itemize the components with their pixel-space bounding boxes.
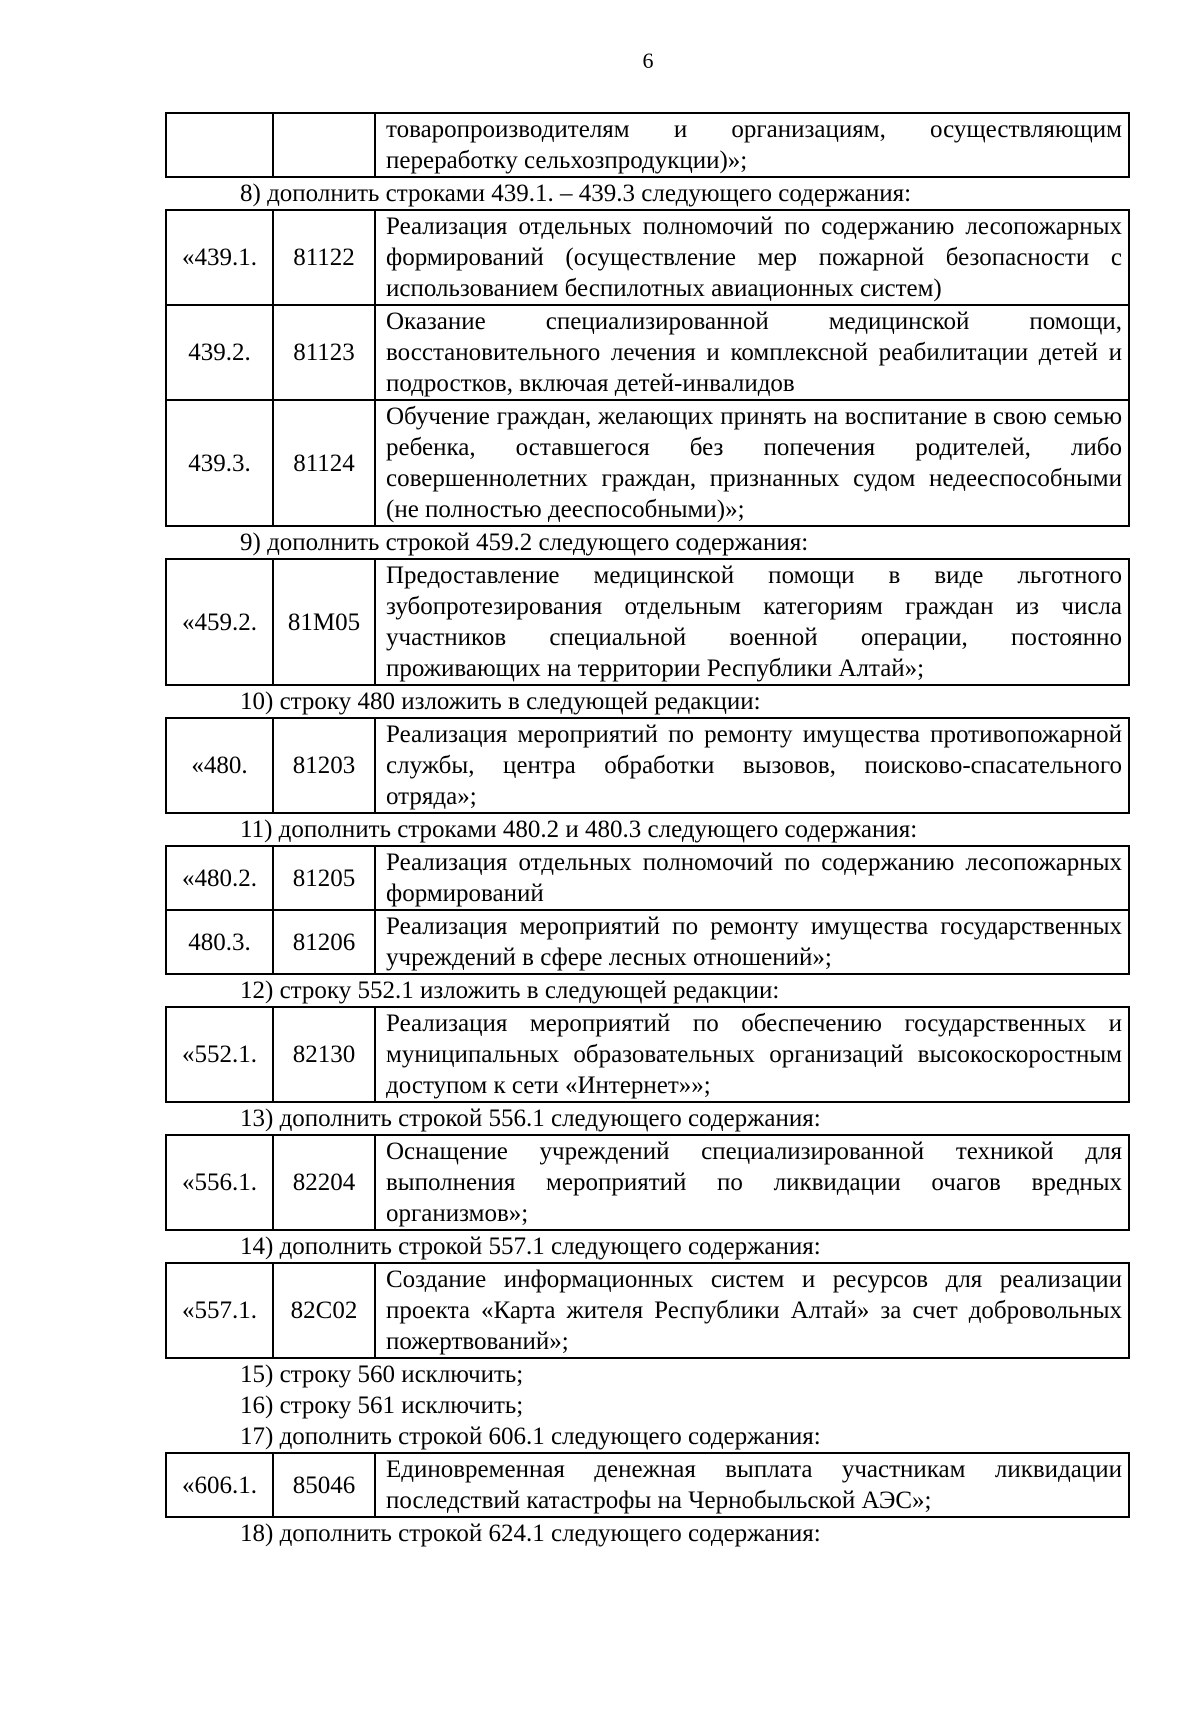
table-row — [166, 910, 1129, 974]
row-text: Предоставление медицинской помощи в виде льготного зубопротезирования отдельным категориям граждан из числа участников специальной военной операции, постоянно проживающих на территории Республики Алтай»; — [375, 559, 1129, 685]
table-row — [166, 305, 1129, 400]
row-code: 81205 — [273, 846, 375, 910]
row-text: Единовременная денежная выплата участникам ликвидации последствий катастрофы на Чернобыльской АЭС»; — [375, 1453, 1129, 1517]
row-text: Оснащение учреждений специализированной техникой для выполнения мероприятий по ликвидации очагов вредных организмов»; — [375, 1135, 1129, 1230]
instruction: 15) строку 560 исключить; — [240, 1361, 524, 1388]
table-row — [166, 559, 1129, 685]
section-table — [165, 1262, 1130, 1359]
table-row — [166, 210, 1129, 305]
row-code: 81203 — [273, 718, 375, 813]
table-row — [166, 1453, 1129, 1517]
row-text: товаропроизводителям и организациям, осуществляющим переработку сельхозпродукции)»; — [375, 113, 1129, 177]
row-text: Реализация отдельных полномочий по содержанию лесопожарных формирований — [375, 846, 1129, 910]
row-text: Реализация мероприятий по ремонту имущества государственных учреждений в сфере лесных отношений»; — [375, 910, 1129, 974]
row-text: Оказание специализированной медицинской помощи, восстановительного лечения и комплексной реабилитации детей и подростков, включая детей-инвалидов — [375, 305, 1129, 400]
instruction: 11) дополнить строками 480.2 и 480.3 следующего содержания: — [240, 816, 918, 843]
instruction: 14) дополнить строкой 557.1 следующего содержания: — [240, 1233, 821, 1260]
table-row — [166, 1007, 1129, 1102]
table-row — [166, 718, 1129, 813]
section-table — [165, 558, 1130, 686]
instruction: 13) дополнить строкой 556.1 следующего содержания: — [240, 1105, 821, 1132]
table-row — [166, 1263, 1129, 1358]
table-row — [166, 1135, 1129, 1230]
section-table — [165, 1134, 1130, 1231]
row-code: 81124 — [273, 400, 375, 526]
row-number: «606.1. — [166, 1453, 273, 1517]
row-number: «552.1. — [166, 1007, 273, 1102]
row-code: 81123 — [273, 305, 375, 400]
row-code: 81122 — [273, 210, 375, 305]
row-code — [273, 113, 375, 177]
row-number: «480.2. — [166, 846, 273, 910]
row-number: «480. — [166, 718, 273, 813]
table-row — [166, 113, 1129, 177]
row-number: 439.3. — [166, 400, 273, 526]
row-number: «557.1. — [166, 1263, 273, 1358]
section-table — [165, 209, 1130, 527]
top-table — [165, 112, 1130, 178]
row-number: «459.2. — [166, 559, 273, 685]
section-table — [165, 717, 1130, 814]
row-code: 82C02 — [273, 1263, 375, 1358]
instruction: 8) дополнить строками 439.1. – 439.3 следующего содержания: — [240, 180, 912, 207]
instruction: 18) дополнить строкой 624.1 следующего содержания: — [240, 1520, 821, 1547]
section-table — [165, 1452, 1130, 1518]
row-text: Реализация мероприятий по обеспечению государственных и муниципальных образовательных организаций высокоскоростным доступом к сети «Интернет»»; — [375, 1007, 1129, 1102]
row-number: «556.1. — [166, 1135, 273, 1230]
instruction: 17) дополнить строкой 606.1 следующего содержания: — [240, 1423, 821, 1450]
page-number: 6 — [642, 48, 654, 73]
instruction: 10) строку 480 изложить в следующей редакции: — [240, 688, 761, 715]
row-text: Создание информационных систем и ресурсов для реализации проекта «Карта жителя Республики Алтай» за счет добровольных пожертвований»; — [375, 1263, 1129, 1358]
instruction: 12) строку 552.1 изложить в следующей редакции: — [240, 977, 780, 1004]
table-row — [166, 400, 1129, 526]
row-code: 82130 — [273, 1007, 375, 1102]
row-text: Обучение граждан, желающих принять на воспитание в свою семью ребенка, оставшегося без попечения родителей, либо совершеннолетних граждан, признанных судом недееспособными (не полностью дееспособными)»; — [375, 400, 1129, 526]
row-number: 439.2. — [166, 305, 273, 400]
instruction: 16) строку 561 исключить; — [240, 1392, 524, 1419]
row-code: 82204 — [273, 1135, 375, 1230]
document-body — [165, 112, 1130, 1549]
section-table — [165, 845, 1130, 975]
row-number — [166, 113, 273, 177]
row-code: 81M05 — [273, 559, 375, 685]
row-code: 85046 — [273, 1453, 375, 1517]
row-text: Реализация отдельных полномочий по содержанию лесопожарных формирований (осуществление мер пожарной безопасности с использованием беспилотных авиационных систем) — [375, 210, 1129, 305]
instruction: 9) дополнить строкой 459.2 следующего содержания: — [240, 529, 809, 556]
table-row — [166, 846, 1129, 910]
row-number: «439.1. — [166, 210, 273, 305]
section-table — [165, 1006, 1130, 1103]
row-code: 81206 — [273, 910, 375, 974]
row-number: 480.3. — [166, 910, 273, 974]
row-text: Реализация мероприятий по ремонту имущества противопожарной службы, центра обработки вызовов, поисково-спасательного отряда»; — [375, 718, 1129, 813]
